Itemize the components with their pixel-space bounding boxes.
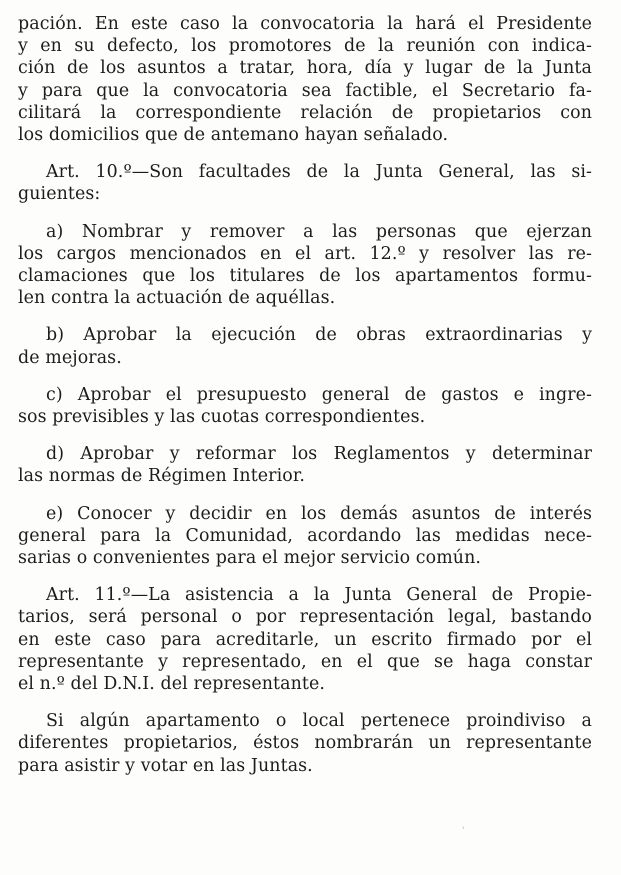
text-line: y en su defecto, los promotores de la reunión con indica- (18, 36, 592, 57)
text-line: d) Aprobar y reformar los Reglamentos y determinar (46, 444, 592, 465)
list-item-c (18, 384, 592, 428)
list-item-e (18, 503, 592, 570)
text-line: los cargos mencionados en el art. 12.º y resolver las re- (18, 243, 592, 264)
text-line: los domicilios que de antemano hayan señalado. (18, 125, 449, 146)
list-item-b (18, 324, 592, 368)
paragraph-proindiviso (18, 710, 592, 777)
text-line: y para que la convocatoria sea factible, el Secretario fa- (18, 80, 592, 101)
text-line: las normas de Régimen Interior. (18, 466, 305, 487)
text-line: a) Nombrar y remover a las personas que ejerzan (46, 221, 592, 242)
text-line: Art. 11.º—La asistencia a la Junta General de Propie- (46, 585, 592, 606)
text-line: Art. 10.º—Son facultades de la Junta General, las si- (46, 162, 592, 183)
text-line: general para la Comunidad, acordando las medidas nece- (18, 525, 592, 546)
text-line: c) Aprobar el presupuesto general de gastos e ingre- (46, 384, 592, 405)
text-line: diferentes propietarios, éstos nombrarán un representante (18, 733, 592, 754)
list-item-a (18, 221, 592, 310)
text-line: representante y representado, en el que se haga constar (18, 651, 592, 672)
text-line: clamaciones que los titulares de los apartamentos formu- (18, 266, 592, 287)
text-line: cilitará la correspondiente relación de propietarios con (18, 102, 592, 123)
text-line: b) Aprobar la ejecución de obras extraordinarias y (46, 325, 592, 346)
paragraph-art-10 (18, 161, 592, 205)
text-line: guientes: (18, 184, 101, 205)
text-line: ción de los asuntos a tratar, hora, día y lugar de la Junta (18, 58, 592, 79)
text-line: tarios, será personal o por representación legal, bastando (18, 607, 592, 628)
text-line: e) Conocer y decidir en los demás asuntos de interés (46, 503, 592, 524)
paragraph-convocatoria (18, 13, 592, 146)
text-line: para asistir y votar en las Juntas. (18, 755, 313, 776)
text-line: en este caso para acreditarle, un escrito firmado por el (18, 629, 592, 650)
text-line: Si algún apartamento o local pertenece proindiviso a (46, 711, 592, 732)
text-line: pación. En este caso la convocatoria la hará el Presidente (18, 14, 592, 34)
text-line: sos previsibles y las cuotas correspondientes. (18, 407, 426, 428)
text-line: len contra la actuación de aquéllas. (18, 288, 336, 309)
document-body (18, 13, 592, 777)
print-speck-mark: ' (462, 826, 465, 836)
list-item-d (18, 443, 592, 487)
paragraph-art-11 (18, 584, 592, 695)
text-line: sarias o convenientes para el mejor servicio común. (18, 548, 482, 569)
text-line: de mejoras. (18, 347, 122, 368)
text-line: el n.º del D.N.I. del representante. (18, 674, 325, 695)
